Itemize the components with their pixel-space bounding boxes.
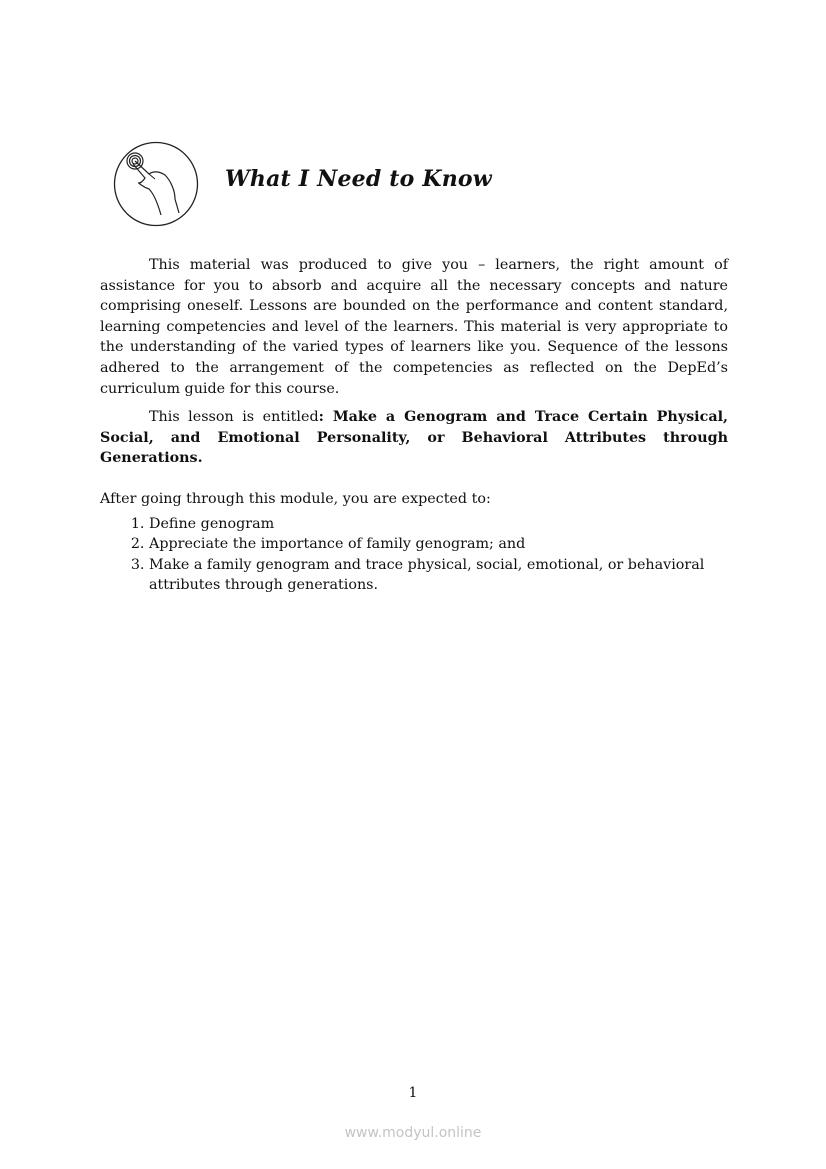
- list-item: 1. Define genogram: [149, 514, 728, 535]
- intro-paragraph: This material was produced to give you – learners, the right amount of assistance for you to absorb and acquire all the necessary concepts and nature comprising oneself. Lessons are bounded on the performance and content standard, learning competencies and level of the learners. This material is very appropriate to the understanding of the varied types of learners like you. Sequence of the lessons adhered to the arrangement of the competencies as reflected on the DepEd’s curriculum guide for this course.: [100, 257, 728, 397]
- list-item: 2. Appreciate the importance of family genogram; and: [149, 534, 728, 555]
- lesson-paragraph: [100, 407, 728, 469]
- page-number: 1: [408, 1085, 418, 1101]
- lesson-prefix: This lesson is entitled: [149, 409, 319, 426]
- list-item: 3. Make a family genogram and trace physical, social, emotional, or behavioral attributes through generations.: [149, 555, 728, 596]
- section-title: What I Need to Know: [225, 166, 492, 192]
- lesson-title: : Make a Genogram and Trace Certain Physical, Social, and Emotional Personality, or Behavioral Attributes through Generations.: [100, 409, 728, 467]
- hand-pointer-icon: [113, 141, 199, 227]
- watermark: www.modyul.online: [344, 1125, 482, 1141]
- document-body: [100, 255, 728, 596]
- objectives-list: [100, 514, 728, 596]
- objectives-intro: After going through this module, you are expected to:: [100, 490, 491, 507]
